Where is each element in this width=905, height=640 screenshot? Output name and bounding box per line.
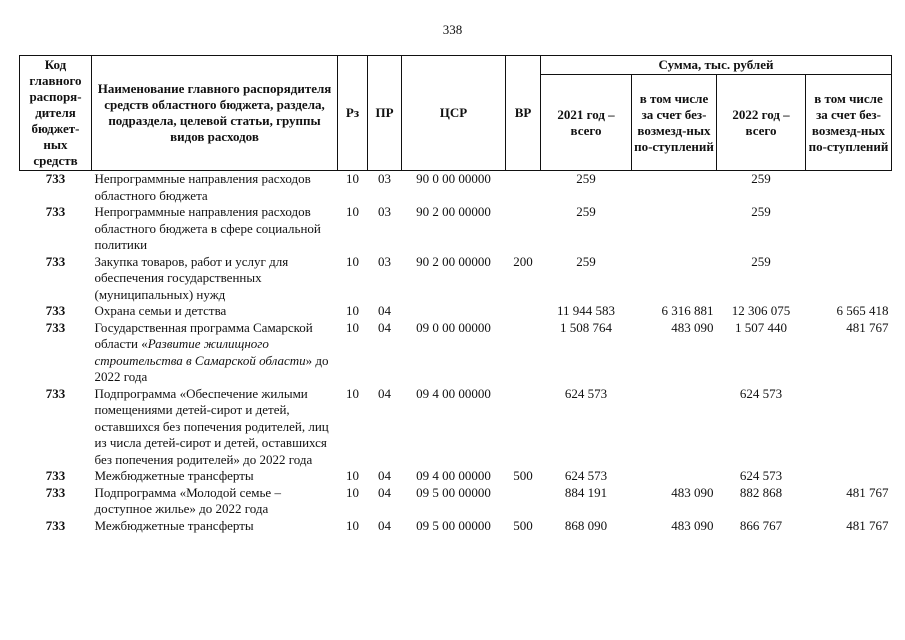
cell-2021-total [541,386,632,469]
cell-2021-total [541,518,632,535]
cell-2021-free [632,320,717,386]
value-y2022: 259 [751,171,771,186]
cell-2021-free [632,468,717,485]
cell-name [92,204,338,254]
cell-2022-total [717,254,806,304]
value-rz: 10 [346,303,359,318]
cell-vr [506,320,541,386]
cell-2022-free [806,303,892,320]
cell-vr [506,468,541,485]
cell-vr [506,303,541,320]
value-y2021: 868 090 [564,517,608,533]
cell-code [20,320,92,386]
value-y2021: 11 944 583 [556,303,616,318]
cell-rz [338,485,368,518]
cell-pr [368,204,402,254]
cell-2021-free [632,303,717,320]
value-csr: 90 2 00 00000 [416,204,491,219]
value-name: Подпрограмма «Молодой семье – доступное жилье» до 2022 года [94,484,281,516]
table-header [20,56,892,171]
cell-2022-free [806,254,892,304]
value-name: Межбюджетные трансферты [94,468,254,483]
value-vr: 500 [513,517,533,533]
cell-csr [402,485,506,518]
value-name: Подпрограмма «Обеспечение жилыми помещениями детей-сирот и детей, оставшихся без попечения родителей, лиц из числа детей-сирот и детей, оставшихся без попечения родителей» до 2022 года [94,385,329,467]
value-y2021: 259 [576,171,596,186]
cell-name [92,254,338,304]
cell-vr [506,204,541,254]
value-rz: 10 [346,385,359,401]
cell-2021-total [541,485,632,518]
cell-csr [402,171,506,205]
cell-code [20,386,92,469]
value-y2021-free: 483 090 [671,319,714,335]
cell-vr [506,518,541,535]
header-2021-total: 2021 год – всего [541,75,632,171]
value-pr: 04 [378,385,391,401]
value-y2022-free: 481 767 [846,319,889,335]
cell-rz [338,254,368,304]
cell-csr [402,386,506,469]
header-pr: ПР [368,56,402,171]
table-row [20,254,892,304]
table-row [20,485,892,518]
cell-2022-free [806,320,892,386]
cell-vr [506,386,541,469]
cell-2021-free [632,171,717,205]
cell-csr [402,204,506,254]
cell-rz [338,320,368,386]
cell-pr [368,386,402,469]
value-y2021-free: 483 090 [671,484,714,500]
value-name: Межбюджетные трансферты [94,517,254,533]
header-csr: ЦСР [402,56,506,171]
cell-2022-free [806,485,892,518]
value-name: Непрограммные направления расходов областного бюджета [94,171,311,203]
value-pr: 03 [378,171,391,186]
value-code: 733 [45,385,66,401]
table-row [20,303,892,320]
value-y2022: 1 507 440 [735,319,787,335]
header-2021-free: в том числе за счет без-возмезд-ных по-ступлений [632,75,717,171]
cell-vr [506,254,541,304]
cell-2022-free [806,204,892,254]
cell-2021-free [632,204,717,254]
cell-rz [338,204,368,254]
value-name-italic: Развитие жилищного строительства в Самарской области [94,336,306,368]
value-csr: 09 4 00 00000 [416,385,491,401]
cell-name [92,171,338,205]
cell-rz [338,386,368,469]
value-csr: 90 2 00 00000 [416,253,491,269]
value-rz: 10 [346,484,359,500]
table-body [20,171,892,535]
cell-code [20,204,92,254]
value-rz: 10 [346,468,359,483]
table-row [20,518,892,535]
cell-rz [338,468,368,485]
value-pr: 03 [378,253,391,269]
cell-2021-total [541,254,632,304]
cell-code [20,171,92,205]
value-y2021-free: 483 090 [671,517,714,533]
cell-2021-total [541,204,632,254]
value-y2022: 624 573 [739,468,783,483]
header-2022-total: 2022 год – всего [717,75,806,171]
cell-csr [402,303,506,320]
value-name: Закупка товаров, работ и услуг для обеспечения государственных (муниципальных) нужд [94,253,289,302]
header-rz: Рз [338,56,368,171]
cell-pr [368,171,402,205]
header-name: Наименование главного распорядителя средств областного бюджета, раздела, подраздела, целевой статьи, группы видов расходов [92,56,338,171]
value-y2022-free: 481 767 [846,517,889,533]
cell-name [92,468,338,485]
value-y2022-free: 481 767 [846,484,889,500]
cell-2022-total [717,485,806,518]
cell-pr [368,518,402,535]
value-y2022: 259 [751,204,771,219]
value-csr: 09 5 00 00000 [416,484,491,500]
cell-vr [506,171,541,205]
cell-2022-total [717,518,806,535]
value-rz: 10 [346,253,359,269]
cell-name [92,303,338,320]
value-pr: 04 [378,319,391,335]
value-pr: 03 [378,204,391,219]
cell-csr [402,468,506,485]
cell-2022-free [806,171,892,205]
cell-2021-total [541,303,632,320]
value-y2022: 259 [751,253,771,269]
cell-2022-total [717,320,806,386]
cell-2022-free [806,518,892,535]
cell-code [20,485,92,518]
header-sum: Сумма, тыс. рублей [541,56,892,75]
cell-2021-total [541,320,632,386]
cell-2022-total [717,468,806,485]
header-vr: ВР [506,56,541,171]
value-y2022: 866 767 [739,517,783,533]
cell-2022-free [806,386,892,469]
cell-2021-total [541,468,632,485]
cell-pr [368,468,402,485]
cell-pr [368,320,402,386]
value-y2021: 624 573 [564,385,608,401]
value-y2021: 624 573 [564,468,608,483]
cell-vr [506,485,541,518]
value-vr: 500 [513,468,533,483]
cell-csr [402,254,506,304]
value-code: 733 [45,484,66,500]
cell-code [20,303,92,320]
value-rz: 10 [346,319,359,335]
value-csr: 09 5 00 00000 [416,517,491,533]
cell-rz [338,171,368,205]
cell-2022-total [717,204,806,254]
cell-2021-free [632,518,717,535]
value-y2022: 12 306 075 [731,303,791,318]
value-y2022: 624 573 [739,385,783,401]
cell-2021-free [632,386,717,469]
table-row [20,386,892,469]
cell-csr [402,320,506,386]
value-pr: 04 [378,484,391,500]
value-csr: 09 4 00 00000 [416,468,491,483]
cell-2022-total [717,171,806,205]
value-csr: 09 0 00 00000 [416,319,491,335]
cell-2021-free [632,485,717,518]
value-rz: 10 [346,171,359,186]
table-row [20,320,892,386]
cell-name [92,320,338,386]
header-2022-free: в том числе за счет без-возмезд-ных по-ступлений [806,75,892,171]
value-code: 733 [45,517,66,533]
value-csr: 90 0 00 00000 [416,171,491,186]
cell-pr [368,254,402,304]
cell-rz [338,518,368,535]
cell-name [92,518,338,535]
cell-2021-total [541,171,632,205]
value-code: 733 [45,253,66,269]
value-code: 733 [45,303,66,318]
value-rz: 10 [346,204,359,219]
cell-name [92,386,338,469]
cell-csr [402,518,506,535]
value-y2021: 1 508 764 [560,319,612,335]
value-pr: 04 [378,517,391,533]
value-code: 733 [45,319,66,335]
value-vr: 200 [513,253,533,269]
cell-code [20,254,92,304]
value-y2021: 259 [576,253,596,269]
value-y2022-free: 6 565 418 [836,303,889,318]
cell-pr [368,303,402,320]
cell-2022-free [806,468,892,485]
table-row [20,204,892,254]
value-code: 733 [45,204,66,219]
value-code: 733 [45,171,66,186]
value-pr: 04 [378,468,391,483]
cell-code [20,518,92,535]
value-y2021: 884 191 [564,484,608,500]
value-code: 733 [45,468,66,483]
table-row [20,468,892,485]
value-pr: 04 [378,303,391,318]
cell-pr [368,485,402,518]
cell-rz [338,303,368,320]
value-y2021-free: 6 316 881 [661,303,714,318]
cell-2022-total [717,303,806,320]
value-name-after: » до 2022 года [94,352,329,384]
value-y2022: 882 868 [739,484,783,500]
header-code: Код главного распоря-дителя бюджет-ных средств [20,56,92,171]
page-number: 338 [442,22,463,37]
value-name: Государственная программа Самарской области « [94,319,313,351]
cell-name [92,485,338,518]
cell-code [20,468,92,485]
table-row [20,171,892,205]
cell-2021-free [632,254,717,304]
cell-2022-total [717,386,806,469]
value-y2021: 259 [576,204,596,219]
value-name: Охрана семьи и детства [94,303,227,318]
value-name: Непрограммные направления расходов областного бюджета в сфере социальной политики [94,204,321,252]
budget-table [19,55,892,534]
value-rz: 10 [346,517,359,533]
